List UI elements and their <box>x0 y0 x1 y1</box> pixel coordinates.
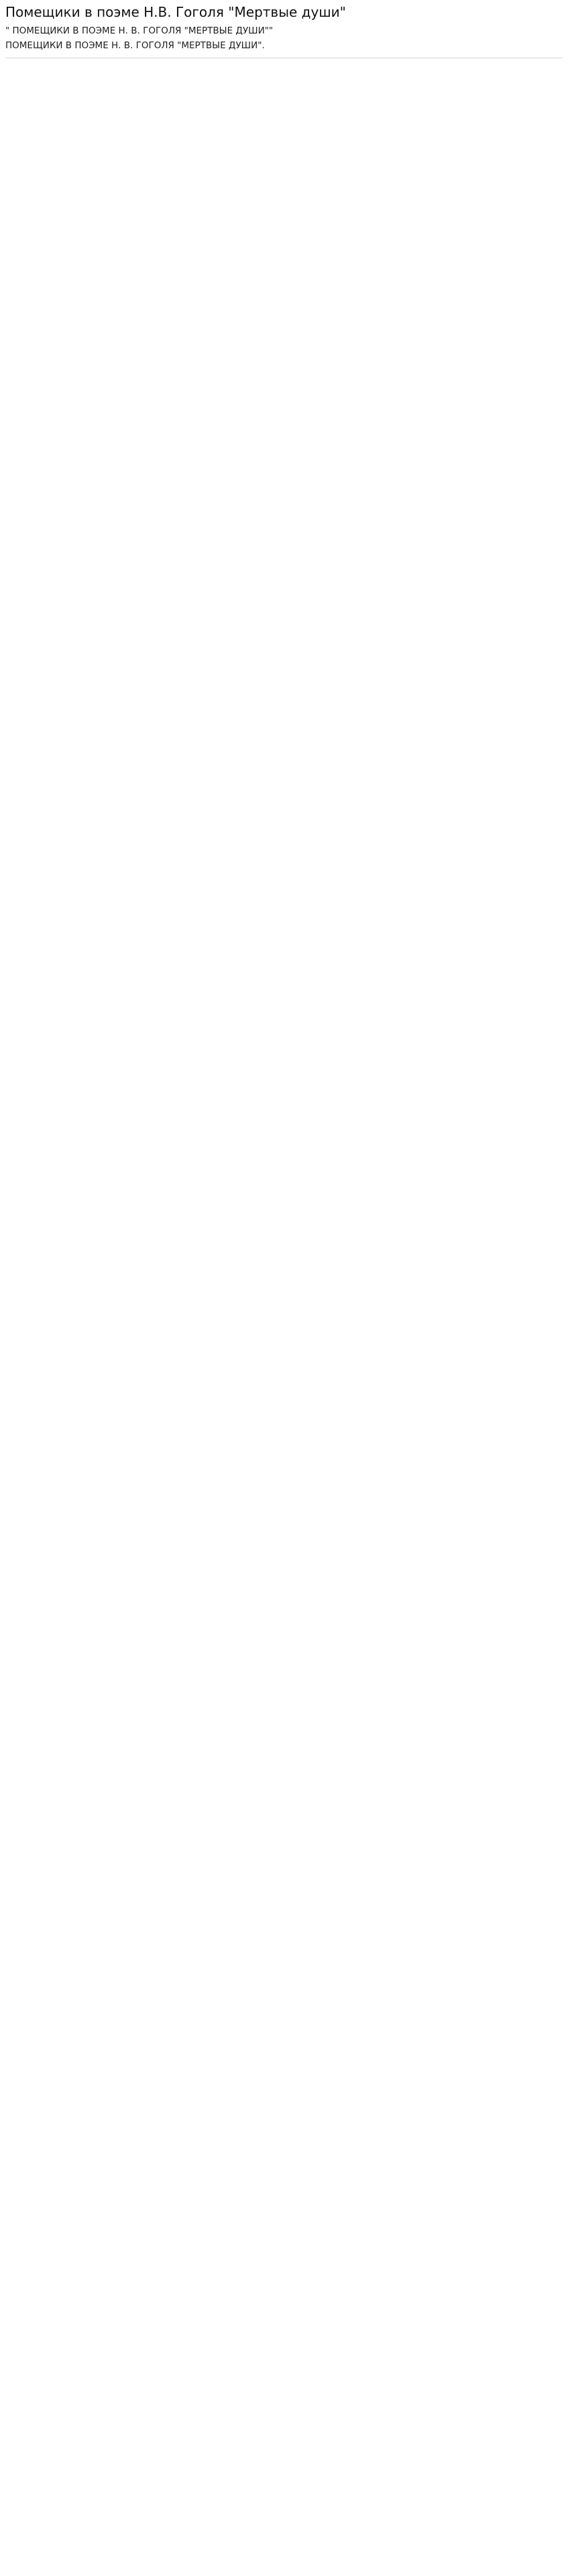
document-page <box>5 3 563 58</box>
document-subtitle: ПОМЕЩИКИ В ПОЭМЕ Н. В. ГОГОЛЯ "МЕРТВЫЕ ДУШИ". <box>5 40 265 51</box>
document-title: Помещики в поэме Н.В. Гоголя "Мертвые души" <box>5 4 346 20</box>
document-subtitle-quoted: " ПОМЕЩИКИ В ПОЭМЕ Н. В. ГОГОЛЯ "МЕРТВЫЕ ДУШИ"" <box>5 25 274 36</box>
